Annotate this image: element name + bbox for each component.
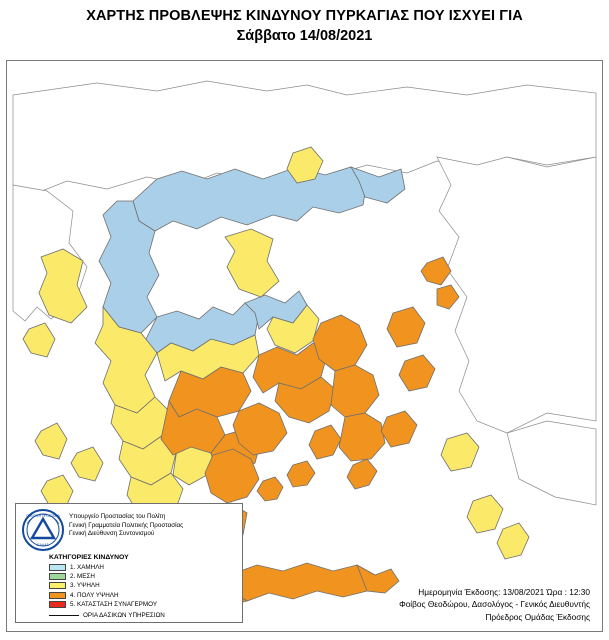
legend-label-high: 3. ΥΨΗΛΗ	[70, 582, 100, 590]
legend-item-1	[49, 563, 237, 572]
legend-box	[15, 503, 243, 623]
legend-swatch-high	[49, 582, 66, 589]
neighbouring-countries-layer	[7, 79, 602, 505]
legend-header	[21, 508, 237, 552]
legend-item-3	[49, 581, 237, 590]
agency-line-3: Γενική Διεύθυνση Συντονισμού	[69, 530, 155, 538]
issue-date: Ημερομηνία Έκδοσης: 13/08/2021 Ώρα : 12:30	[418, 586, 590, 597]
legend-label-boundary: ΟΡΙΑ ΔΑΣΙΚΩΝ ΥΠΗΡΕΣΙΩΝ	[83, 611, 165, 619]
author-role: Πρόεδρος Ομάδας Έκδοσης	[485, 611, 590, 622]
legend-swatch-alert	[49, 601, 66, 608]
legend-label-alert: 5. ΚΑΤΑΣΤΑΣΗ ΣΥΝΑΓΕΡΜΟΥ	[70, 600, 158, 608]
legend-heading: ΚΑΤΗΓΟΡΙΕΣ ΚΙΝΔΥΝΟΥ	[49, 554, 129, 561]
title-line-2: Σάββατο 14/08/2021	[236, 28, 373, 44]
title-line-1: ΧΑΡΤΗΣ ΠΡΟΒΛΕΨΗΣ ΚΙΝΔΥΝΟΥ ΠΥΡΚΑΓΙΑΣ ΠΟΥ ΙΣΧΥΕΙ ΓΙΑ	[86, 8, 523, 24]
svg-text:ΕΛΛΑΣ: ΕΛΛΑΣ	[37, 543, 49, 547]
legend-swatch-medium	[49, 573, 66, 580]
boundary-line-icon	[49, 615, 79, 616]
legend-label-very-high: 4. ΠΟΛΥ ΥΨΗΛΗ	[70, 591, 119, 599]
legend-swatch-very-high	[49, 592, 66, 599]
svg-text:ΠΟΛΙΤΙΚΗ ΠΡΟΣΤΑΣΙΑ: ΠΟΛΙΤΙΚΗ ΠΡΟΣΤΑΣΙΑ	[26, 514, 60, 518]
credits-block	[399, 586, 590, 624]
agency-line-1: Υπουργείο Προστασίας του Πολίτη	[69, 513, 166, 520]
agency-name	[69, 508, 183, 539]
author-name: Φοίβος Θεοδώρου, Δασολόγος - Γενικός Διευθυντής	[399, 599, 590, 609]
legend-item-4	[49, 591, 237, 600]
legend-boundary-row	[49, 612, 237, 619]
map-frame	[6, 60, 603, 632]
legend-item-5	[49, 600, 237, 609]
legend-items	[49, 563, 237, 609]
legend-label-low: 1. ΧΑΜΗΛΗ	[70, 564, 104, 572]
civil-protection-logo	[21, 508, 65, 552]
page-title	[0, 6, 609, 46]
legend-item-2	[49, 572, 237, 581]
agency-line-2: Γενική Γραμματεία Πολιτικής Προστασίας	[69, 521, 184, 529]
legend-swatch-low	[49, 564, 66, 571]
legend-label-medium: 2. ΜΕΣΗ	[70, 573, 95, 581]
